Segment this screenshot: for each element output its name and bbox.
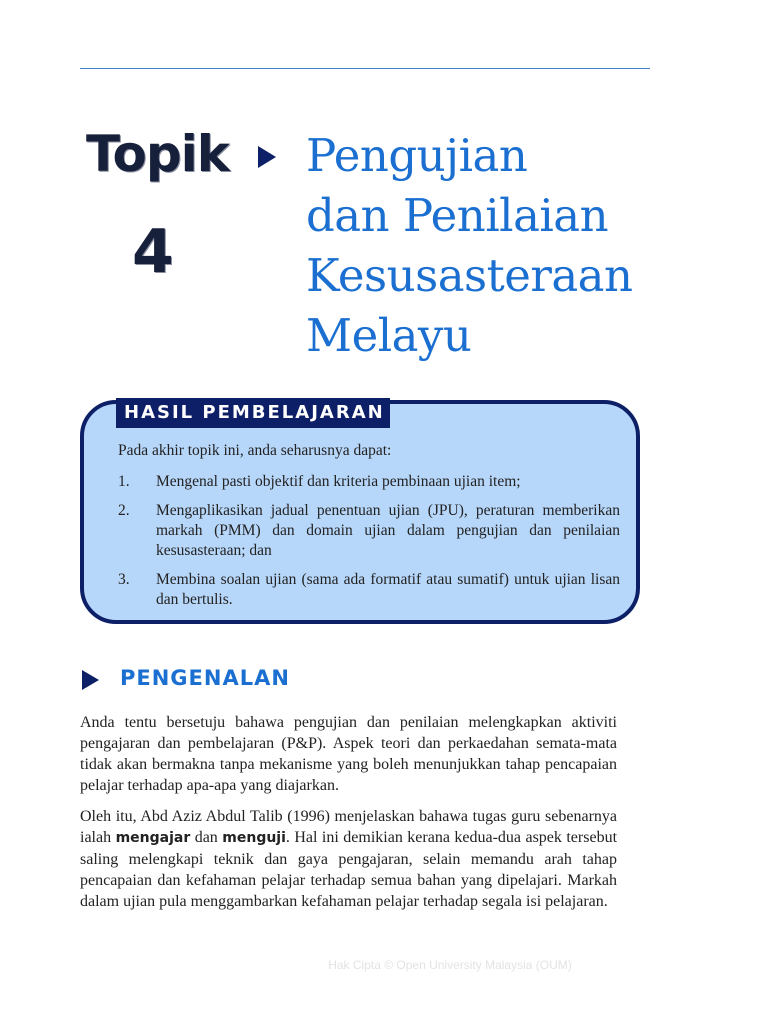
learning-outcomes-heading: HASIL PEMBELAJARAN bbox=[116, 398, 390, 428]
list-item bbox=[118, 501, 620, 561]
section-title: PENGENALAN bbox=[120, 666, 290, 690]
paragraph-text: dan bbox=[190, 829, 223, 846]
learning-outcomes-list bbox=[118, 472, 620, 619]
list-item-text: Mengenal pasti objektif dan kriteria pembinaan ujian item; bbox=[156, 473, 521, 490]
title-line: Pengujian bbox=[306, 129, 528, 182]
topic-title bbox=[306, 126, 706, 366]
paragraph-text: Oleh itu, Abd Aziz Abdul Talib (1996) menjelaskan bahawa tugas guru sebenarnya ialah bbox=[80, 808, 617, 846]
title-line: dan Penilaian bbox=[306, 189, 609, 242]
section-arrow-icon bbox=[82, 670, 99, 690]
bold-term-menguji: menguji bbox=[222, 830, 286, 846]
header-rule bbox=[80, 68, 650, 69]
copyright-footer: Hak Cipta © Open University Malaysia (OUM) bbox=[328, 958, 572, 972]
list-item-number: 3. bbox=[118, 571, 130, 588]
topic-number: 4 bbox=[132, 217, 174, 287]
list-item-text: Mengaplikasikan jadual penentuan ujian (JPU), peraturan memberikan markah (PMM) dan domain ujian dalam pengujian dan penilaian kesusasteraan; dan bbox=[156, 502, 620, 559]
title-line: Kesusasteraan bbox=[306, 249, 633, 302]
list-item bbox=[118, 570, 620, 610]
intro-paragraph: Anda tentu bersetuju bahawa pengujian dan penilaian melengkapkan aktiviti pengajaran dan pembelajaran (P&P). Aspek teori dan perkaedahan semata-mata tidak akan bermakna tanpa mekanisme yang boleh menunjukkan tahap pencapaian pelajar terhadap apa-apa yang diajarkan. bbox=[80, 714, 617, 794]
play-arrow-icon bbox=[258, 146, 276, 168]
list-item-number: 2. bbox=[118, 502, 130, 519]
learning-outcomes-intro: Pada akhir topik ini, anda seharusnya dapat: bbox=[118, 442, 392, 459]
paragraph-text: . Hal ini demikian kerana kedua-dua aspek tersebut saling melengkapi teknik dan gaya pengajaran, selain memandu arah tahap pencapaian dan kefahaman pelajar terhadap semua bahan yang dipelajari. Markah dalam ujian pula menggambarkan kefahaman pelajar terhadap segala isi pelajaran. bbox=[80, 829, 618, 910]
second-paragraph bbox=[80, 806, 617, 912]
topic-word: Topik bbox=[86, 125, 229, 183]
list-item-number: 1. bbox=[118, 473, 130, 490]
title-line: Melayu bbox=[306, 309, 472, 362]
list-item bbox=[118, 472, 620, 492]
list-item-text: Membina soalan ujian (sama ada formatif atau sumatif) untuk ujian lisan dan bertulis. bbox=[156, 571, 620, 608]
bold-term-mengajar: mengajar bbox=[115, 830, 191, 846]
